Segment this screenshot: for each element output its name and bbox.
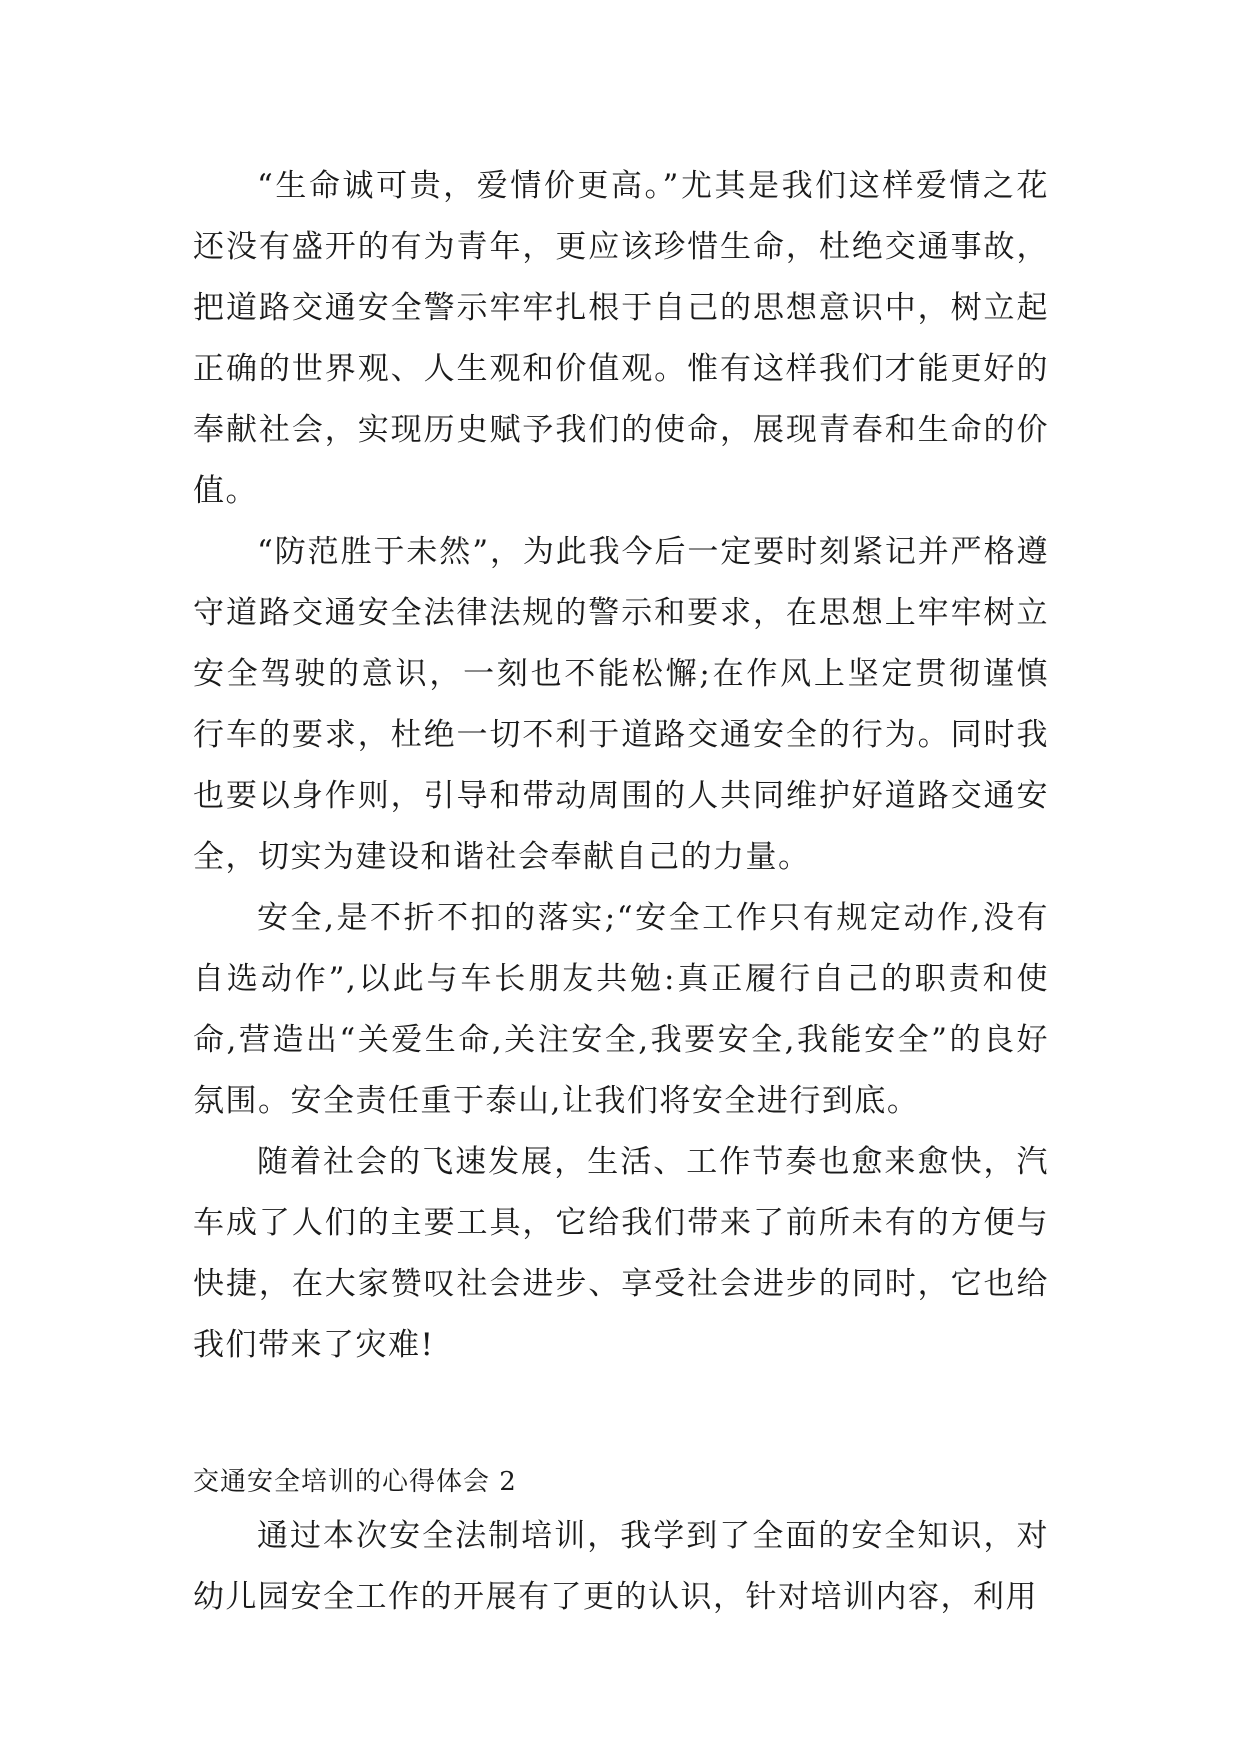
document-page: [193, 156, 1049, 1628]
body-paragraph-1: “生命诚可贵，爱情价更高。”尤其是我们这样爱情之花还没有盛开的有为青年，更应该珍惜生命，杜绝交通事故，把道路交通安全警示牢牢扎根于自己的思想意识中，树立起正确的世界观、人生观和价值观。惟有这样我们才能更好的奉献社会，实现历史赋予我们的使命，展现青春和生命的价值。: [193, 168, 1049, 509]
section-heading: 交通安全培训的心得体会 2: [193, 1467, 517, 1497]
body-paragraph-4: 随着社会的飞速发展，生活、工作节奏也愈来愈快，汽车成了人们的主要工具，它给我们带来了前所未有的方便与快捷，在大家赞叹社会进步、享受社会进步的同时，它也给我们带来了灾难!: [193, 1144, 1049, 1363]
body-paragraph-2: “防范胜于未然”，为此我今后一定要时刻紧记并严格遵守道路交通安全法律法规的警示和要求，在思想上牢牢树立安全驾驶的意识，一刻也不能松懈;在作风上坚定贯彻谨慎行车的要求，杜绝一切不利于道路交通安全的行为。同时我也要以身作则，引导和带动周围的人共同维护好道路交通安全，切实为建设和谐社会奉献自己的力量。: [193, 534, 1049, 875]
body-paragraph-5: 通过本次安全法制培训，我学到了全面的安全知识，对幼儿园安全工作的开展有了更的认识，针对培训内容，利用: [193, 1518, 1049, 1615]
body-paragraph-3: 安全,是不折不扣的落实;“安全工作只有规定动作,没有自选动作”,以此与车长朋友共勉:真正履行自己的职责和使命,营造出“关爱生命,关注安全,我要安全,我能安全”的良好氛围。安全责任重于泰山,让我们将安全进行到底。: [193, 900, 1049, 1119]
